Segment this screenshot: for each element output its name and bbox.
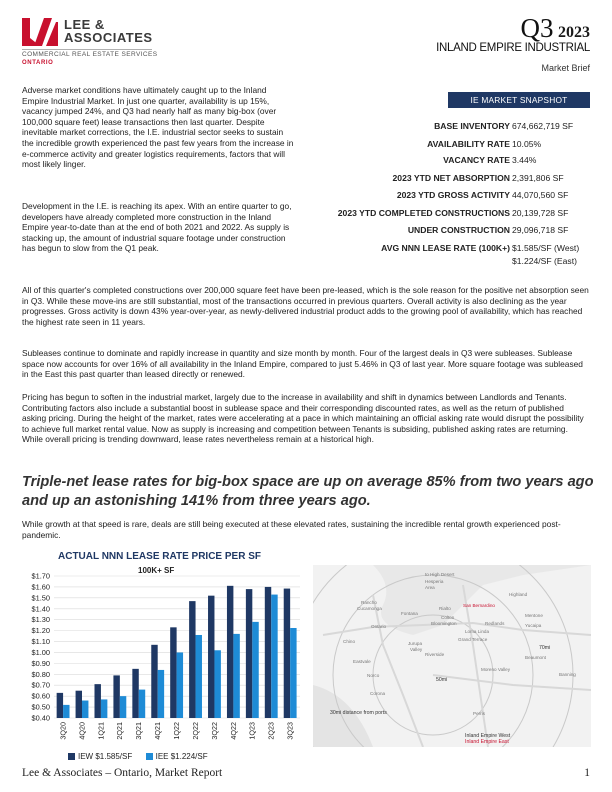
y-tick-label: $0.70 — [31, 680, 50, 690]
map-distance-label: 70mi — [539, 645, 551, 651]
bar-iee — [177, 652, 183, 718]
y-tick-label: $1.40 — [31, 604, 50, 614]
y-tick-label: $0.60 — [31, 691, 50, 701]
x-tick-label: 2Q22 — [190, 722, 200, 740]
bar-iew — [94, 684, 100, 718]
map-label: Perris — [473, 711, 485, 716]
bar-iew — [132, 669, 138, 718]
snapshot-value: $1.224/SF (East) — [512, 256, 577, 266]
bar-iee — [290, 628, 296, 718]
map-label: Highland — [509, 592, 528, 597]
brand-divider — [22, 49, 152, 50]
map-label: San Bernardino — [463, 603, 495, 608]
brand-line-2: ASSOCIATES — [64, 30, 153, 45]
bar-iee — [233, 634, 239, 718]
x-tick-label: 3Q22 — [209, 722, 219, 740]
y-tick-label: $1.20 — [31, 626, 50, 636]
footer-text: Lee & Associates – Ontario, Market Report — [22, 767, 223, 779]
snapshot-label: 2023 YTD COMPLETED CONSTRUCTIONS — [337, 208, 510, 218]
bar-iee — [158, 670, 164, 718]
snapshot-label: AVAILABILITY RATE — [427, 139, 510, 149]
y-tick-label: $0.90 — [31, 658, 50, 668]
map-label: Valley — [410, 647, 423, 652]
map-label: Eastvale — [353, 659, 371, 664]
y-tick-label: $0.80 — [31, 669, 50, 679]
snapshot-label: BASE INVENTORY — [434, 121, 510, 131]
map-label: Cucamonga — [357, 606, 382, 611]
map-label: Bloomington — [431, 621, 457, 626]
bar-iew — [284, 589, 290, 718]
brand-tagline: COMMERCIAL REAL ESTATE SERVICES — [22, 51, 158, 58]
legend-label-iee: IEE $1.224/SF — [155, 752, 208, 761]
snapshot-value: 2,391,806 SF — [512, 173, 564, 183]
x-tick-label: 3Q23 — [285, 722, 295, 740]
y-tick-label: $0.40 — [31, 713, 50, 723]
map-label: Colton — [441, 615, 455, 620]
bar-iew — [151, 645, 157, 718]
inland-empire-map — [313, 565, 591, 747]
map-label: Rancho — [361, 600, 377, 605]
y-tick-label: $1.30 — [31, 615, 50, 625]
map-label: Fontana — [401, 611, 418, 616]
x-tick-label: 4Q21 — [153, 722, 163, 740]
map-label: Corona — [370, 691, 386, 696]
y-tick-label: $1.50 — [31, 593, 50, 603]
bar-iew — [246, 589, 252, 718]
map-label: Norco — [367, 673, 380, 678]
brand-office: ONTARIO — [22, 60, 54, 66]
bar-iee — [252, 622, 258, 718]
body-paragraph-2: Subleases continue to dominate and rapidly increase in quantity and size month by month. Four of the largest deals in Q3 were subleases. Sublease space now accounts for over 16% of all availability in the Inland Empire, compared to just 5.46% in Q3 of last year. More square footage was subleased in the East this past quarter than leased directly or renewed. — [22, 348, 583, 380]
x-tick-label: 4Q20 — [77, 722, 87, 740]
bar-iew — [113, 675, 119, 718]
report-region: INLAND EMPIRE INDUSTRIAL — [436, 42, 590, 54]
map-distance-label: 50mi — [436, 677, 448, 683]
map-label: Jurupa — [408, 641, 423, 646]
x-tick-label: 3Q20 — [58, 722, 68, 740]
map-label: Moreno Valley — [481, 667, 511, 672]
y-tick-label: $1.00 — [31, 647, 50, 657]
bar-iew — [189, 601, 195, 718]
snapshot-value: 29,096,718 SF — [512, 225, 569, 235]
chart-title: ACTUAL NNN LEASE RATE PRICE PER SF — [58, 551, 261, 562]
bar-iee — [214, 650, 220, 718]
snapshot-value: 674,662,719 SF — [512, 121, 574, 131]
page-number: 1 — [584, 767, 590, 779]
snapshot-label: AVG NNN LEASE RATE (100K+) — [381, 243, 510, 253]
bar-iew — [265, 587, 271, 718]
lease-rate-bar-chart — [20, 570, 305, 752]
snapshot-label: 2023 YTD NET ABSORPTION — [392, 173, 510, 183]
y-tick-label: $0.50 — [31, 702, 50, 712]
x-tick-label: 2Q23 — [266, 722, 276, 740]
map-label: Grand Terrace — [458, 637, 488, 642]
x-tick-label: 1Q22 — [172, 722, 181, 740]
snapshot-value: 10.05% — [512, 139, 542, 149]
bar-iew — [208, 596, 214, 718]
year-label: 2023 — [558, 24, 590, 41]
body-paragraph-4: While growth at that speed is rare, deals are still being executed at these elevated rates, sustaining the incredible rental growth experienced post-pandemic. — [22, 519, 561, 540]
map-label: Chino — [343, 639, 356, 644]
y-tick-label: $1.70 — [31, 571, 50, 581]
lee-associates-logo-icon — [22, 16, 58, 46]
report-subtitle: Market Brief — [541, 63, 590, 73]
body-paragraph-1: All of this quarter's completed constructions over 200,000 square feet have been pre-leased, which is the sole reason for the positive net absorption seen in Q3. While these move-ins are still substantial, most of the transactions occurred in previous quarters. Overall activity is also declining as the year progresses. Gross activity is down 43% year-over-year, as newly-delivered industrial product adds to the growing pool of availability, which has reached the highest rate seen in 11 years. — [22, 285, 589, 327]
chart-legend — [68, 752, 208, 761]
bar-iew — [227, 586, 233, 718]
x-tick-label: 3Q21 — [134, 722, 144, 740]
legend-swatch-iee — [146, 753, 153, 760]
map-label: Redlands — [485, 621, 505, 626]
body-paragraph-3: Pricing has begun to soften in the industrial market, largely due to the increase in availability and shift in dynamics between Landlords and Tenants. Contributing factors also include a substantial boost in sublease space and their corresponding discounted rates, as well as the return of published asking pricing. During the height of the market, rates were accelerating at a pace in which maintaining an official asking rate would disrupt the possibility to achieve full market rental value. Now as supply is increasing and competition between Tenants is subsiding, published asking rates are returning. While overall pricing is trending downward, lease rates nevertheless remain at a historical high. — [22, 392, 584, 445]
map-label: Hesperia — [425, 579, 444, 584]
bar-iew — [57, 693, 63, 718]
bar-iee — [82, 701, 88, 718]
map-legend-west: Inland Empire West — [465, 733, 511, 739]
map-label: Mentone — [525, 613, 543, 618]
bar-iee — [101, 699, 107, 718]
bar-iee — [196, 635, 202, 718]
snapshot-value: 20,139,728 SF — [512, 208, 569, 218]
bar-iee — [63, 705, 69, 718]
map-label: to High Desert — [425, 572, 455, 577]
brand-line-1: LEE & — [64, 17, 105, 32]
x-tick-label: 4Q22 — [228, 722, 238, 740]
x-tick-label: 1Q21 — [96, 722, 106, 740]
quarter-label: Q3 — [520, 13, 554, 43]
snapshot-label: VACANCY RATE — [443, 155, 510, 165]
report-quarter — [521, 14, 590, 42]
snapshot-value: 3.44% — [512, 155, 537, 165]
snapshot-title: IE MARKET SNAPSHOT — [448, 92, 590, 108]
legend-swatch-iew — [68, 753, 75, 760]
y-tick-label: $1.60 — [31, 582, 50, 592]
map-label: Loma Linda — [465, 629, 490, 634]
bar-iee — [120, 696, 126, 718]
snapshot-value: 44,070,560 SF — [512, 190, 569, 200]
map-label: Riverside — [425, 652, 445, 657]
intro-paragraph-2: Development in the I.E. is reaching its apex. With an entire quarter to go, developers have already completed more construction in the Inland Empire year-to-date than at the end of both 2021 and 2022. As supply is stacking up, the amount of industrial square footage under construction has begun to slow from the Q1 peak. — [22, 201, 292, 254]
snapshot-value: $1.585/SF (West) — [512, 243, 580, 253]
snapshot-label: 2023 YTD GROSS ACTIVITY — [396, 190, 510, 200]
map-label: Area — [425, 585, 435, 590]
intro-paragraph-1: Adverse market conditions have ultimately caught up to the Inland Empire Industrial Market. In just one quarter, availability is up 15%, vacancy jumped 24%, and Q3 had nearly half as many big-box (over 100,000 square feet) lease transactions then last quarter. Despite inevitable market corrections, the I.E. industrial sector seeks to sustain the incredible growth experienced the past few years from the increase in e-commerce activity and greater logistics requirements, factors that will most likely linger. — [22, 85, 294, 170]
map-label: Rialto — [439, 606, 451, 611]
chart-subtitle: 100K+ SF — [138, 566, 175, 575]
map-distance-label: 30mi distance from ports — [330, 710, 387, 716]
map-label: Ontario — [371, 624, 387, 629]
x-tick-label: 2Q21 — [115, 722, 125, 740]
map-label: Banning — [559, 672, 576, 677]
map-label: Beaumont — [525, 655, 546, 660]
bar-iew — [170, 627, 176, 718]
bar-iew — [76, 691, 82, 718]
bar-iee — [139, 690, 145, 718]
snapshot-label: UNDER CONSTRUCTION — [407, 225, 510, 235]
pull-quote: Triple-net lease rates for big-box space are up on average 85% from two years ago and up an astonishing 141% from three years ago. — [22, 474, 594, 509]
y-tick-label: $1.10 — [31, 637, 50, 647]
map-legend-east: Inland Empire East — [465, 739, 509, 745]
bar-iee — [271, 595, 277, 718]
map-label: Yucaipa — [525, 623, 542, 628]
x-tick-label: 1Q23 — [247, 722, 257, 740]
legend-label-iew: IEW $1.585/SF — [78, 752, 133, 761]
